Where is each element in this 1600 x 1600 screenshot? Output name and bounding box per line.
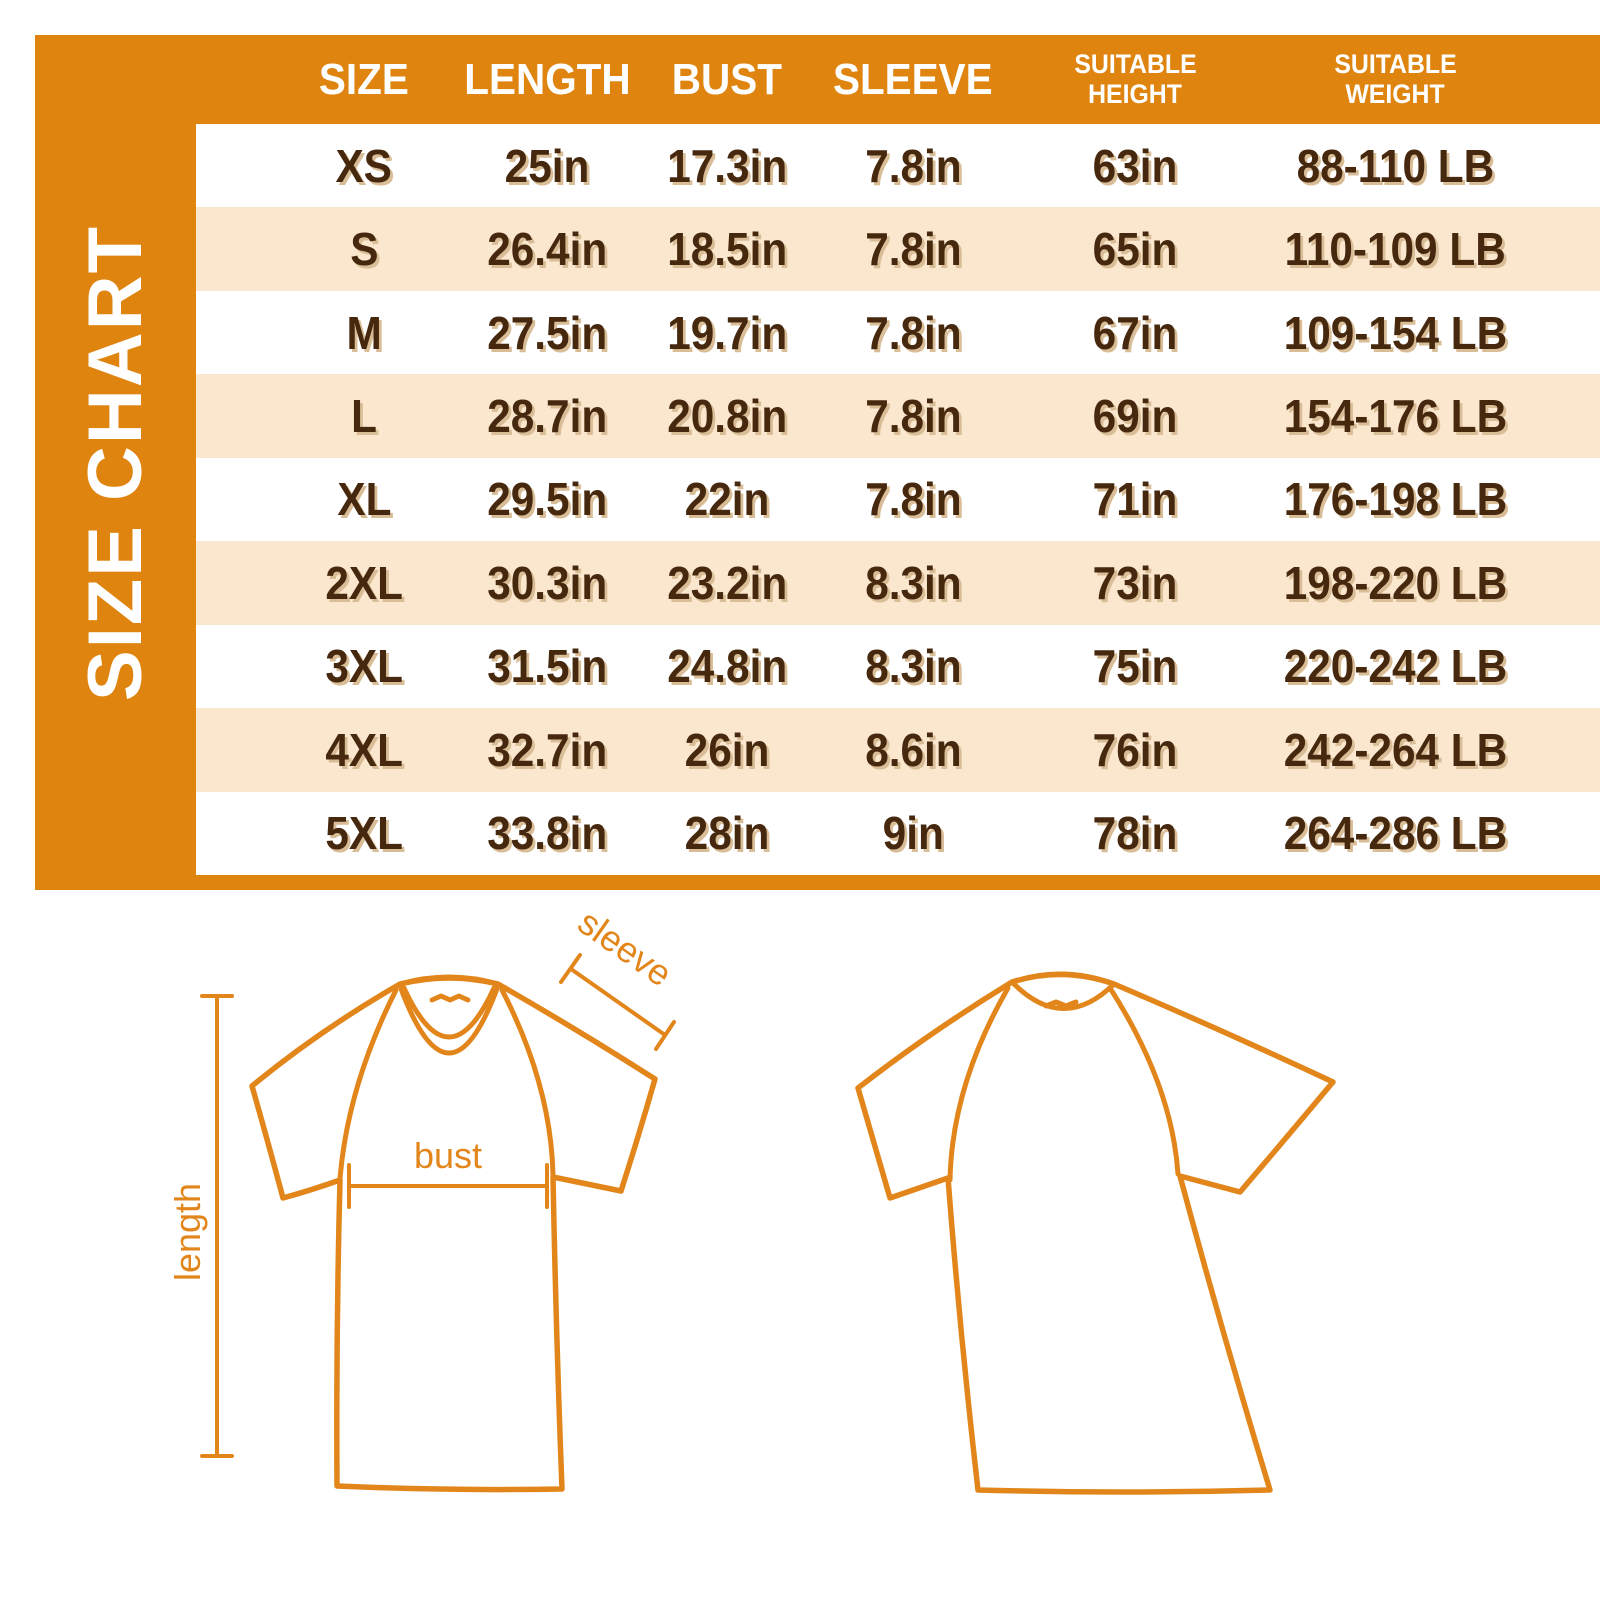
cell-value: 7.8in	[864, 223, 962, 276]
cell-value: 9in	[882, 807, 944, 860]
cell-value: 33.8in	[486, 807, 607, 860]
cell-value: L	[351, 390, 377, 443]
cell-value: 26in	[684, 723, 770, 776]
cell-value: 220-242 LB	[1283, 640, 1507, 693]
tshirt-back-outline	[858, 974, 1333, 1492]
cell-value: 7.8in	[864, 390, 962, 443]
table-row-5xl	[196, 792, 1600, 875]
table-sidebar	[35, 35, 196, 890]
cell-value: 29.5in	[486, 473, 607, 526]
column-header-label: BUST	[671, 54, 783, 104]
cell-suitable-weight	[1225, 124, 1565, 207]
table-row-xl	[196, 458, 1600, 541]
cell-suitable-weight	[1225, 374, 1565, 457]
cell-suitable-weight	[1225, 792, 1565, 875]
cell-value: 17.3in	[666, 139, 787, 192]
cell-value: M	[346, 306, 382, 359]
cell-value: 69in	[1092, 390, 1178, 443]
cell-value: 65in	[1092, 223, 1178, 276]
cell-value: 109-154 LB	[1283, 306, 1507, 359]
cell-value: 8.6in	[864, 723, 962, 776]
cell-value: 3XL	[325, 640, 403, 693]
table-row-2xl	[196, 541, 1600, 624]
column-header-label: HEIGHT	[1088, 78, 1182, 109]
cell-suitable-weight	[1225, 458, 1565, 541]
cell-value: S	[349, 223, 379, 276]
column-header-label: LENGTH	[463, 54, 631, 104]
cell-value: XL	[336, 473, 392, 526]
column-header-label: WEIGHT	[1345, 78, 1445, 109]
cell-value: 22in	[684, 473, 770, 526]
cell-suitable-weight	[1225, 291, 1565, 374]
cell-value: 20.8in	[666, 390, 787, 443]
cell-value: 23.2in	[666, 556, 787, 609]
cell-suitable-weight	[1225, 708, 1565, 791]
cell-value: 71in	[1092, 473, 1178, 526]
length-label: length	[167, 1182, 208, 1282]
page-title: SIZE CHART	[73, 224, 158, 701]
cell-value: 28in	[684, 807, 770, 860]
cell-value: 73in	[1092, 556, 1178, 609]
cell-value: 63in	[1092, 139, 1178, 192]
cell-value: 24.8in	[666, 640, 787, 693]
cell-value: 7.8in	[864, 306, 962, 359]
column-header-suitable-weight	[1225, 35, 1565, 124]
column-header-label: SLEEVE	[833, 54, 993, 104]
cell-value: 5XL	[325, 807, 403, 860]
cell-value: 67in	[1092, 306, 1178, 359]
cell-value: 176-198 LB	[1283, 473, 1507, 526]
table-row-3xl	[196, 625, 1600, 708]
cell-value: 264-286 LB	[1283, 807, 1507, 860]
tshirt-back-collar-stitch	[1046, 1002, 1076, 1006]
cell-value: 110-109 LB	[1284, 223, 1506, 276]
cell-value: 8.3in	[864, 640, 962, 693]
cell-value: 76in	[1092, 723, 1178, 776]
cell-value: 27.5in	[486, 306, 607, 359]
cell-value: 32.7in	[486, 723, 607, 776]
table-body	[196, 124, 1600, 875]
cell-value: 26.4in	[486, 223, 607, 276]
cell-value: 75in	[1092, 640, 1178, 693]
sleeve-label: sleeve	[570, 901, 680, 995]
table-row-s	[196, 207, 1600, 290]
cell-value: 78in	[1092, 807, 1178, 860]
table-row-xs	[196, 124, 1600, 207]
table-row-l	[196, 374, 1600, 457]
cell-suitable-weight	[1225, 625, 1565, 708]
cell-value: 154-176 LB	[1283, 390, 1507, 443]
cell-value: 4XL	[325, 723, 403, 776]
tshirt-measurement-diagram	[0, 900, 1600, 1600]
table-row-4xl	[196, 708, 1600, 791]
cell-value: 2XL	[325, 556, 403, 609]
size-chart-table	[35, 35, 1600, 890]
cell-suitable-weight	[1225, 541, 1565, 624]
column-header-label: SIZE	[319, 54, 409, 104]
cell-value: 28.7in	[486, 390, 607, 443]
cell-value: XS	[335, 139, 393, 192]
cell-value: 30.3in	[486, 556, 607, 609]
cell-value: 198-220 LB	[1283, 556, 1507, 609]
cell-value: 31.5in	[486, 640, 607, 693]
cell-value: 88-110 LB	[1296, 139, 1494, 192]
cell-value: 8.3in	[864, 556, 962, 609]
column-header-label: SUITABLE	[1333, 48, 1457, 79]
cell-value: 18.5in	[666, 223, 787, 276]
cell-value: 19.7in	[666, 306, 787, 359]
cell-value: 7.8in	[864, 139, 962, 192]
cell-value: 7.8in	[864, 473, 962, 526]
table-row-m	[196, 291, 1600, 374]
cell-value: 25in	[504, 139, 590, 192]
bust-label: bust	[413, 1135, 483, 1176]
column-header-label: SUITABLE	[1073, 48, 1197, 79]
table-header	[196, 35, 1600, 124]
cell-suitable-weight	[1225, 207, 1565, 290]
cell-value: 242-264 LB	[1283, 723, 1507, 776]
